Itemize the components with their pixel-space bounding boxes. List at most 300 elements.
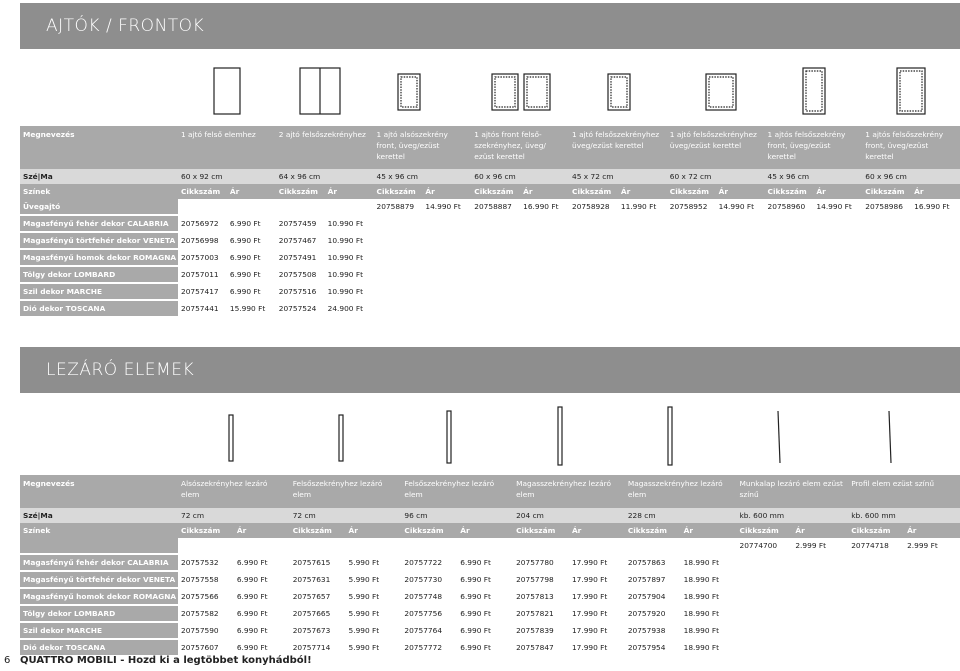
- price: 6.990 Ft: [234, 606, 290, 621]
- article-code: 20757011: [178, 267, 227, 282]
- article-code: 20774718: [848, 538, 904, 553]
- price: [520, 301, 569, 316]
- price: 5.990 Ft: [346, 572, 402, 587]
- price: 18.990 Ft: [681, 555, 737, 570]
- code-column-header: Cikkszám: [178, 184, 227, 199]
- color-name: Magasfényű törtfehér dekor VENETA: [20, 572, 178, 587]
- size-label: Szé|Ma: [20, 508, 178, 523]
- price: 6.990 Ft: [457, 589, 513, 604]
- article-code: 20757780: [513, 555, 569, 570]
- price: 14.990 Ft: [813, 199, 862, 214]
- price-column-header: Ár: [569, 523, 625, 538]
- product-size: 72 cm: [178, 508, 290, 523]
- article-code: 20757590: [178, 623, 234, 638]
- price: [520, 267, 569, 282]
- price: [911, 216, 960, 231]
- article-code: 20758986: [862, 199, 911, 214]
- price: 6.990 Ft: [457, 606, 513, 621]
- end-panel-illustration-1: [229, 415, 233, 461]
- code-column-header: Cikkszám: [276, 184, 325, 199]
- article-code: 20757714: [290, 640, 346, 655]
- code-column-header: Cikkszám: [513, 523, 569, 538]
- article-code: 20757954: [625, 640, 681, 655]
- size-row: [20, 508, 960, 523]
- product-name: 1 ajtós felsőszekrény front, üveg/ezüst kerettel: [765, 126, 863, 169]
- article-code: 20757508: [276, 267, 325, 282]
- doors-table: [20, 126, 960, 318]
- article-code: 20758928: [569, 199, 618, 214]
- article-code: [862, 233, 911, 248]
- product-size: 45 x 96 cm: [765, 169, 863, 184]
- product-name: 1 ajtó felsőszekrényhez üveg/ezüst kerettel: [569, 126, 667, 169]
- price: 6.990 Ft: [227, 233, 276, 248]
- article-code: [737, 623, 793, 638]
- code-column-header: Cikkszám: [374, 184, 423, 199]
- article-code: [471, 250, 520, 265]
- table-row: [20, 623, 960, 638]
- price: [422, 284, 471, 299]
- price-column-header: Ár: [911, 184, 960, 199]
- article-code: [765, 233, 814, 248]
- article-code: [276, 199, 325, 214]
- article-code: 20757839: [513, 623, 569, 638]
- color-name: Szil dekor MARCHE: [20, 284, 178, 299]
- product-name: Munkalap lezáró elem ezüst színű: [737, 475, 849, 508]
- product-name: 1 ajtó felső elemhez: [178, 126, 276, 169]
- price: 6.990 Ft: [457, 623, 513, 638]
- end-panel-illustration-4: [558, 407, 562, 465]
- article-code: [569, 301, 618, 316]
- price-column-header: Ár: [325, 184, 374, 199]
- article-code: 20757582: [178, 606, 234, 621]
- article-code: [178, 538, 234, 553]
- size-label: Szé|Ma: [20, 169, 178, 184]
- product-size: 72 cm: [290, 508, 402, 523]
- price: 18.990 Ft: [681, 623, 737, 638]
- price: [904, 572, 960, 587]
- article-code: 20757459: [276, 216, 325, 231]
- colors-label: Színek: [20, 184, 178, 199]
- price: 17.990 Ft: [569, 555, 625, 570]
- article-code: [374, 301, 423, 316]
- article-code: [765, 250, 814, 265]
- color-name: Dió dekor TOSCANA: [20, 301, 178, 316]
- price-column-header: Ár: [681, 523, 737, 538]
- article-code: 20757920: [625, 606, 681, 621]
- article-code: [667, 284, 716, 299]
- table-row: [20, 301, 960, 316]
- price: 17.990 Ft: [569, 623, 625, 638]
- price: [325, 199, 374, 214]
- price: [569, 538, 625, 553]
- article-code: 20757904: [625, 589, 681, 604]
- price: [716, 250, 765, 265]
- price: 17.990 Ft: [569, 606, 625, 621]
- article-code: [569, 233, 618, 248]
- price: [792, 623, 848, 638]
- article-code: [667, 301, 716, 316]
- price: 5.990 Ft: [346, 623, 402, 638]
- price: 6.990 Ft: [227, 250, 276, 265]
- price: [520, 216, 569, 231]
- price: [618, 250, 667, 265]
- price: 17.990 Ft: [569, 589, 625, 604]
- color-name: Dió dekor TOSCANA: [20, 640, 178, 655]
- article-code: [374, 267, 423, 282]
- price: [422, 267, 471, 282]
- price: 10.990 Ft: [325, 250, 374, 265]
- article-code: 20757417: [178, 284, 227, 299]
- article-code: [471, 267, 520, 282]
- product-size: 45 x 72 cm: [569, 169, 667, 184]
- price: 6.990 Ft: [234, 640, 290, 655]
- price: [792, 555, 848, 570]
- price: [911, 301, 960, 316]
- header-row: [20, 475, 960, 508]
- color-name: Szil dekor MARCHE: [20, 623, 178, 638]
- product-name: Felsőszekrényhez lezáró elem: [290, 475, 402, 508]
- price: 16.990 Ft: [520, 199, 569, 214]
- article-code: [471, 233, 520, 248]
- color-name: Üvegajtó: [20, 199, 178, 214]
- price: [911, 233, 960, 248]
- code-column-header: Cikkszám: [569, 184, 618, 199]
- code-column-header: Cikkszám: [290, 523, 346, 538]
- article-code: [374, 216, 423, 231]
- row-separator: [20, 316, 960, 318]
- end-panels-table: [20, 475, 960, 657]
- end-panel-illustration-5: [668, 407, 672, 465]
- article-code: [625, 538, 681, 553]
- article-code: [290, 538, 346, 553]
- price: [813, 301, 862, 316]
- price-column-header: Ár: [792, 523, 848, 538]
- article-code: [848, 555, 904, 570]
- code-column-header: Cikkszám: [862, 184, 911, 199]
- code-column-header: Cikkszám: [667, 184, 716, 199]
- article-code: 20758879: [374, 199, 423, 214]
- price: [792, 589, 848, 604]
- price: 18.990 Ft: [681, 640, 737, 655]
- product-size: kb. 600 mm: [737, 508, 849, 523]
- price: [346, 538, 402, 553]
- price: [792, 572, 848, 587]
- price: [911, 267, 960, 282]
- table-row: [20, 538, 960, 553]
- door-illustrations: [0, 60, 960, 118]
- price-column-header: Ár: [227, 184, 276, 199]
- article-code: 20757615: [290, 555, 346, 570]
- price-column-header: Ár: [716, 184, 765, 199]
- table-row: [20, 606, 960, 621]
- article-code: 20757631: [290, 572, 346, 587]
- price-column-header: Ár: [618, 184, 667, 199]
- price: [904, 623, 960, 638]
- article-code: [862, 267, 911, 282]
- article-code: [737, 589, 793, 604]
- price-column-header: Ár: [422, 184, 471, 199]
- price: [813, 284, 862, 299]
- price: 5.990 Ft: [346, 640, 402, 655]
- price: 5.990 Ft: [346, 606, 402, 621]
- end-panel-illustration-2: [339, 415, 343, 461]
- color-name: Magasfényű fehér dekor CALABRIA: [20, 555, 178, 570]
- article-code: 20757441: [178, 301, 227, 316]
- article-code: 20756972: [178, 216, 227, 231]
- price: [904, 589, 960, 604]
- article-code: [862, 284, 911, 299]
- code-column-header: Cikkszám: [625, 523, 681, 538]
- article-code: 20756998: [178, 233, 227, 248]
- price: 2.999 Ft: [792, 538, 848, 553]
- article-code: 20758887: [471, 199, 520, 214]
- article-code: [862, 250, 911, 265]
- table-row: [20, 589, 960, 604]
- article-code: 20757722: [401, 555, 457, 570]
- price: 11.990 Ft: [618, 199, 667, 214]
- table-row: [20, 233, 960, 248]
- product-name: Alsószekrényhez lezáró elem: [178, 475, 290, 508]
- glass-door-illustration-2: [492, 74, 518, 110]
- color-name: [20, 538, 178, 553]
- article-code: 20757558: [178, 572, 234, 587]
- article-code: [765, 301, 814, 316]
- article-code: [862, 301, 911, 316]
- price: 6.990 Ft: [234, 555, 290, 570]
- price: 10.990 Ft: [325, 216, 374, 231]
- price: [813, 233, 862, 248]
- price: 5.990 Ft: [346, 555, 402, 570]
- glass-door-illustration-5: [706, 74, 736, 110]
- code-column-header: Cikkszám: [765, 184, 814, 199]
- table-row: [20, 640, 960, 655]
- price: [618, 233, 667, 248]
- price: [234, 538, 290, 553]
- article-code: 20757566: [178, 589, 234, 604]
- price: 10.990 Ft: [325, 284, 374, 299]
- color-name: Magasfényű homok dekor ROMAGNA: [20, 589, 178, 604]
- section-title: AJTÓK / FRONTOK: [46, 16, 205, 36]
- article-code: 20757863: [625, 555, 681, 570]
- price: [520, 284, 569, 299]
- price: 10.990 Ft: [325, 233, 374, 248]
- article-code: [862, 216, 911, 231]
- price: [618, 284, 667, 299]
- product-name: 1 ajtós felsőszekrény front, üveg/ezüst kerettel: [862, 126, 960, 169]
- article-code: 20757467: [276, 233, 325, 248]
- product-name: Profil elem ezüst színű: [848, 475, 960, 508]
- article-code: [848, 623, 904, 638]
- table-row: [20, 284, 960, 299]
- column-header-row: [20, 523, 960, 538]
- price: [904, 640, 960, 655]
- product-size: kb. 600 mm: [848, 508, 960, 523]
- price: 6.990 Ft: [227, 267, 276, 282]
- article-code: [374, 250, 423, 265]
- article-code: [374, 233, 423, 248]
- code-column-header: Cikkszám: [737, 523, 793, 538]
- price: 2.999 Ft: [904, 538, 960, 553]
- article-code: [401, 538, 457, 553]
- price: 6.990 Ft: [457, 640, 513, 655]
- article-code: 20758960: [765, 199, 814, 214]
- price: [813, 216, 862, 231]
- article-code: 20757532: [178, 555, 234, 570]
- article-code: 20757516: [276, 284, 325, 299]
- product-size: 60 x 96 cm: [471, 169, 569, 184]
- price: 17.990 Ft: [569, 572, 625, 587]
- price-column-header: Ár: [520, 184, 569, 199]
- price: 24.900 Ft: [325, 301, 374, 316]
- footer-tagline: QUATTRO MOBILI - Hozd ki a legtöbbet konyhádból!: [20, 655, 312, 666]
- article-code: 20757813: [513, 589, 569, 604]
- article-code: 20757756: [401, 606, 457, 621]
- price: [618, 267, 667, 282]
- article-code: 20757798: [513, 572, 569, 587]
- article-code: [737, 640, 793, 655]
- header-row: [20, 126, 960, 169]
- header-label: Megnevezés: [20, 475, 178, 508]
- article-code: [848, 640, 904, 655]
- price: [422, 233, 471, 248]
- product-size: 96 cm: [401, 508, 513, 523]
- table-row: [20, 250, 960, 265]
- product-name: 1 ajtós front felső-szekrényhez, üveg/ ezüst kerettel: [471, 126, 569, 169]
- article-code: 20757524: [276, 301, 325, 316]
- article-code: [374, 284, 423, 299]
- article-code: 20758952: [667, 199, 716, 214]
- price-column-header: Ár: [457, 523, 513, 538]
- article-code: 20757938: [625, 623, 681, 638]
- price: [716, 216, 765, 231]
- table-row: [20, 555, 960, 570]
- profile-illustration: [889, 411, 891, 463]
- price: [792, 606, 848, 621]
- color-name: Tölgy dekor LOMBARD: [20, 267, 178, 282]
- price: 6.990 Ft: [457, 555, 513, 570]
- article-code: [667, 233, 716, 248]
- section-title-band-doors: [20, 3, 960, 49]
- price: [716, 284, 765, 299]
- worktop-trim-illustration: [778, 411, 780, 463]
- table-row: [20, 572, 960, 587]
- article-code: [569, 250, 618, 265]
- color-name: Tölgy dekor LOMBARD: [20, 606, 178, 621]
- product-size: 60 x 92 cm: [178, 169, 276, 184]
- article-code: [765, 284, 814, 299]
- article-code: 20757772: [401, 640, 457, 655]
- product-size: 64 x 96 cm: [276, 169, 374, 184]
- price: 18.990 Ft: [681, 589, 737, 604]
- article-code: [569, 284, 618, 299]
- article-code: [178, 199, 227, 214]
- price: [618, 301, 667, 316]
- product-name: 1 ajtó alsószekrény front, üveg/ezüst kerettel: [374, 126, 472, 169]
- article-code: 20757730: [401, 572, 457, 587]
- article-code: 20757748: [401, 589, 457, 604]
- price: 6.990 Ft: [234, 623, 290, 638]
- article-code: [737, 572, 793, 587]
- article-code: [569, 216, 618, 231]
- price: [716, 301, 765, 316]
- price: [792, 640, 848, 655]
- page-number: 6: [4, 655, 11, 666]
- size-row: [20, 169, 960, 184]
- product-size: 228 cm: [625, 508, 737, 523]
- article-code: 20757897: [625, 572, 681, 587]
- product-name: Magasszekrényhez lezáró elem: [625, 475, 737, 508]
- color-name: Magasfényű fehér dekor CALABRIA: [20, 216, 178, 231]
- price-column-header: Ár: [813, 184, 862, 199]
- price: [422, 216, 471, 231]
- price: [618, 216, 667, 231]
- price: 14.990 Ft: [716, 199, 765, 214]
- end-panel-illustrations: [0, 405, 960, 467]
- article-code: [471, 301, 520, 316]
- section-title: LEZÁRÓ ELEMEK: [46, 360, 195, 380]
- price: 6.990 Ft: [227, 216, 276, 231]
- code-column-header: Cikkszám: [401, 523, 457, 538]
- article-code: [471, 216, 520, 231]
- product-name: Felsőszekrényhez lezáró elem: [401, 475, 513, 508]
- price: 6.990 Ft: [227, 284, 276, 299]
- price: [716, 267, 765, 282]
- price: 6.990 Ft: [234, 589, 290, 604]
- price: [520, 250, 569, 265]
- price: 18.990 Ft: [681, 572, 737, 587]
- price-column-header: Ár: [346, 523, 402, 538]
- product-name: 2 ajtó felsőszekrényhez: [276, 126, 374, 169]
- price: [813, 267, 862, 282]
- article-code: [765, 216, 814, 231]
- price: 16.990 Ft: [911, 199, 960, 214]
- article-code: [848, 589, 904, 604]
- article-code: 20757491: [276, 250, 325, 265]
- price: [716, 233, 765, 248]
- article-code: [471, 284, 520, 299]
- product-size: 60 x 96 cm: [862, 169, 960, 184]
- colors-label: Színek: [20, 523, 178, 538]
- price: [904, 606, 960, 621]
- header-label: Megnevezés: [20, 126, 178, 169]
- price: [911, 284, 960, 299]
- article-code: 20757003: [178, 250, 227, 265]
- article-code: [765, 267, 814, 282]
- article-code: 20774700: [737, 538, 793, 553]
- article-code: 20757764: [401, 623, 457, 638]
- price: [681, 538, 737, 553]
- price-column-header: Ár: [904, 523, 960, 538]
- product-name: 1 ajtó felsőszekrényhez üveg/ezüst kerettel: [667, 126, 765, 169]
- code-column-header: Cikkszám: [848, 523, 904, 538]
- price: 14.990 Ft: [422, 199, 471, 214]
- section-title-band-end-panels: [20, 347, 960, 393]
- article-code: 20757673: [290, 623, 346, 638]
- price: [813, 250, 862, 265]
- article-code: 20757821: [513, 606, 569, 621]
- price: [520, 233, 569, 248]
- price: 17.990 Ft: [569, 640, 625, 655]
- table-row: [20, 216, 960, 231]
- product-size: 60 x 72 cm: [667, 169, 765, 184]
- column-header-row: [20, 184, 960, 199]
- article-code: [667, 216, 716, 231]
- price: 6.990 Ft: [234, 572, 290, 587]
- article-code: [569, 267, 618, 282]
- article-code: [513, 538, 569, 553]
- glass-door-illustration-7: [897, 68, 925, 114]
- price: 15.990 Ft: [227, 301, 276, 316]
